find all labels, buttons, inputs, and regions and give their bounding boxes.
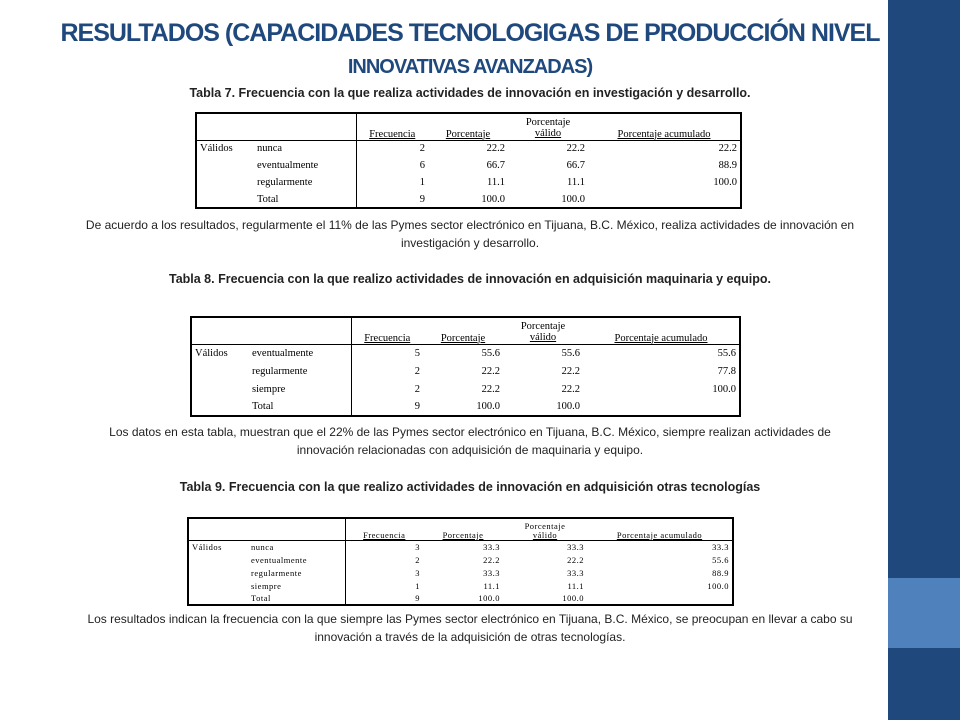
cell-valido: 22.2 bbox=[566, 143, 585, 155]
row-label: siempre bbox=[251, 580, 282, 591]
row-label: Total bbox=[251, 593, 271, 603]
table-row bbox=[196, 174, 741, 191]
row-label: eventualmente bbox=[252, 347, 314, 359]
cell-porcentaje: 11.1 bbox=[483, 580, 500, 591]
validos-label: Válidos bbox=[192, 541, 222, 552]
tabla7 bbox=[195, 112, 742, 209]
header-porcentaje: Porcentaje bbox=[442, 529, 484, 540]
row-label: regularmente bbox=[252, 365, 308, 377]
cell-acumulado: 88.9 bbox=[718, 160, 737, 171]
table-row bbox=[188, 566, 733, 579]
table-row bbox=[191, 362, 740, 380]
cell-porcentaje: 100.0 bbox=[478, 593, 500, 603]
header-porcentaje-acumulado: Porcentaje acumulado bbox=[617, 128, 711, 140]
cell-valido: 33.3 bbox=[567, 541, 584, 552]
header-porcentaje-acumulado: Porcentaje acumulado bbox=[616, 529, 703, 540]
row-label: siempre bbox=[252, 383, 286, 395]
cell-frecuencia: 3 bbox=[345, 566, 423, 579]
cell-porcentaje: 22.2 bbox=[483, 554, 500, 565]
table-row bbox=[188, 553, 733, 566]
validos-label: Válidos bbox=[200, 143, 233, 155]
table-row bbox=[196, 157, 741, 174]
header-porcentaje-valido-2: válido bbox=[529, 332, 557, 344]
cell-frecuencia: 9 bbox=[356, 191, 428, 208]
table-row-total bbox=[191, 398, 740, 416]
slide-title-line2: INNOVATIVAS AVANZADAS) bbox=[347, 56, 593, 78]
row-label: regularmente bbox=[251, 567, 302, 578]
header-porcentaje-valido-1: Porcentaje bbox=[520, 321, 566, 333]
cell-acumulado: 100.0 bbox=[712, 383, 736, 395]
header-porcentaje-valido-1: Porcentaje bbox=[525, 117, 571, 129]
row-label: eventualmente bbox=[251, 554, 308, 565]
header-frecuencia: Frecuencia bbox=[363, 529, 406, 540]
cell-valido: 33.3 bbox=[567, 567, 584, 578]
cell-frecuencia: 1 bbox=[356, 174, 428, 191]
header-porcentaje: Porcentaje bbox=[440, 332, 486, 344]
row-label: nunca bbox=[257, 143, 283, 155]
sidebar-accent bbox=[888, 578, 960, 648]
cell-acumulado: 100.0 bbox=[707, 580, 729, 591]
cell-acumulado: 55.6 bbox=[717, 347, 736, 359]
header-empty-cell bbox=[191, 317, 351, 344]
cell-valido: 100.0 bbox=[556, 401, 580, 412]
table-row bbox=[191, 344, 740, 362]
cell-frecuencia: 6 bbox=[356, 157, 428, 174]
header-porcentaje-valido-2: válido bbox=[532, 529, 558, 540]
header-porcentaje-acumulado: Porcentaje acumulado bbox=[614, 332, 708, 344]
tabla9 bbox=[187, 517, 734, 606]
header-empty-cell bbox=[188, 518, 345, 540]
cell-valido: 11.1 bbox=[567, 580, 584, 591]
cell-frecuencia: 9 bbox=[351, 398, 423, 416]
cell-porcentaje: 55.6 bbox=[481, 347, 500, 359]
tabla7-paragraph: De acuerdo a los resultados, regularmente el 11% de las Pymes sector electrónico en Tijuana, B.C. México, realiza actividades de innovación en investigación y desarrollo. bbox=[85, 218, 855, 250]
row-label: Total bbox=[252, 401, 274, 412]
cell-valido: 66.7 bbox=[566, 160, 585, 171]
cell-valido: 100.0 bbox=[561, 193, 585, 205]
cell-acumulado bbox=[588, 191, 741, 208]
header-frecuencia: Frecuencia bbox=[364, 332, 411, 344]
row-label: regularmente bbox=[257, 177, 313, 188]
cell-frecuencia: 2 bbox=[345, 553, 423, 566]
validos-label: Válidos bbox=[195, 347, 228, 359]
cell-valido: 22.2 bbox=[561, 365, 580, 377]
header-frecuencia: Frecuencia bbox=[369, 128, 416, 140]
table-row bbox=[188, 579, 733, 592]
cell-valido: 11.1 bbox=[567, 177, 585, 188]
table-row-total bbox=[196, 191, 741, 208]
tabla9-paragraph: Los resultados indican la frecuencia con la que siempre las Pymes sector electrónico en Tijuana, B.C. México, se preocupan en llevar a cabo su innovación a través de la adquisición de otras tecnologías. bbox=[87, 612, 853, 644]
tabla8-paragraph: Los datos en esta tabla, muestran que el 22% de las Pymes sector electrónico en Tijuana, B.C. México, siempre realizan actividades de innovación relacionadas con adquisición de maquinaria y equipo. bbox=[109, 425, 831, 457]
cell-frecuencia: 2 bbox=[351, 380, 423, 398]
table-row bbox=[196, 140, 741, 157]
cell-acumulado: 100.0 bbox=[713, 177, 737, 188]
cell-acumulado: 88.9 bbox=[712, 567, 729, 578]
table-row bbox=[188, 540, 733, 553]
cell-frecuencia: 5 bbox=[351, 344, 423, 362]
cell-valido: 22.2 bbox=[561, 383, 580, 395]
row-label: Total bbox=[257, 193, 279, 205]
cell-valido: 22.2 bbox=[567, 554, 584, 565]
cell-acumulado: 77.8 bbox=[717, 365, 736, 377]
cell-porcentaje: 22.2 bbox=[481, 383, 500, 395]
cell-acumulado bbox=[587, 592, 733, 605]
cell-acumulado bbox=[583, 398, 740, 416]
cell-porcentaje: 33.3 bbox=[483, 541, 500, 552]
cell-frecuencia: 2 bbox=[356, 140, 428, 157]
slide-title bbox=[60, 16, 880, 84]
cell-valido: 55.6 bbox=[561, 347, 580, 359]
cell-porcentaje: 22.2 bbox=[486, 143, 505, 155]
tabla8-caption: Tabla 8. Frecuencia con la que realizo actividades de innovación en adquisición maquinaria y equipo. bbox=[168, 272, 771, 286]
table-row bbox=[191, 380, 740, 398]
tabla7-caption: Tabla 7. Frecuencia con la que realiza actividades de innovación en investigación y desarrollo. bbox=[189, 86, 751, 100]
cell-porcentaje: 22.2 bbox=[481, 365, 500, 377]
cell-frecuencia: 3 bbox=[345, 540, 423, 553]
row-label: eventualmente bbox=[257, 160, 319, 171]
header-porcentaje-valido-1: Porcentaje bbox=[524, 520, 566, 531]
row-label: nunca bbox=[251, 541, 274, 552]
cell-acumulado: 55.6 bbox=[712, 554, 729, 565]
cell-porcentaje: 33.3 bbox=[483, 567, 500, 578]
header-porcentaje: Porcentaje bbox=[445, 128, 491, 140]
cell-porcentaje: 100.0 bbox=[481, 193, 505, 205]
cell-porcentaje: 66.7 bbox=[486, 160, 505, 171]
cell-valido: 100.0 bbox=[562, 593, 584, 603]
tabla9-caption: Tabla 9. Frecuencia con la que realizo actividades de innovación en adquisición otras tecnologías bbox=[179, 480, 761, 494]
cell-porcentaje: 11.1 bbox=[487, 177, 505, 188]
cell-porcentaje: 100.0 bbox=[476, 401, 500, 412]
header-empty-cell bbox=[196, 113, 356, 140]
tabla8 bbox=[190, 316, 741, 417]
cell-frecuencia: 1 bbox=[345, 579, 423, 592]
table-row-total bbox=[188, 592, 733, 605]
header-porcentaje-valido-2: válido bbox=[534, 128, 562, 140]
cell-acumulado: 22.2 bbox=[718, 143, 737, 155]
slide-title-line1: RESULTADOS (CAPACIDADES TECNOLOGIGAS DE PRODUCCIÓN NIVEL bbox=[60, 19, 880, 47]
cell-frecuencia: 2 bbox=[351, 362, 423, 380]
cell-frecuencia: 9 bbox=[345, 592, 423, 605]
cell-acumulado: 33.3 bbox=[712, 541, 729, 552]
